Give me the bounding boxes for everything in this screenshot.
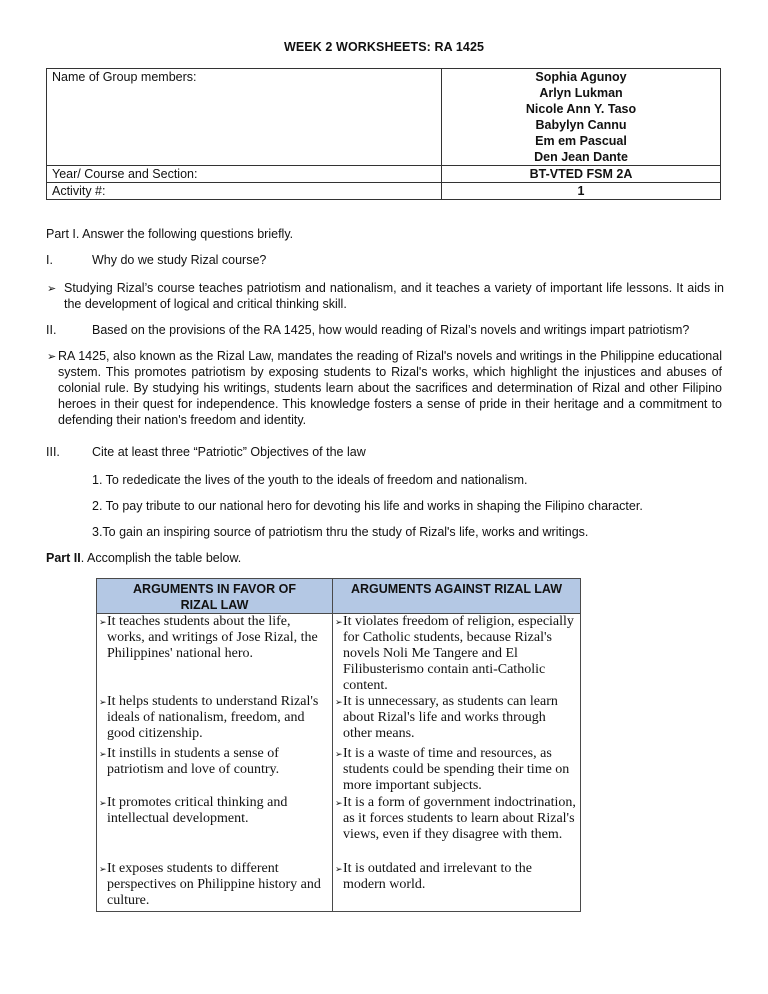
bullet-arrow-icon: ➢ bbox=[47, 283, 57, 295]
objective-item: 3.To gain an inspiring source of patriotism thru the study of Rizal's life, works and writings. bbox=[92, 525, 589, 539]
activity-value: 1 bbox=[442, 183, 721, 200]
q2-number: II. bbox=[46, 323, 57, 337]
bullet-arrow-icon: ➢ bbox=[99, 618, 107, 628]
favor-column-header: ARGUMENTS IN FAVOR OF RIZAL LAW bbox=[97, 579, 333, 614]
part1-heading: Part I. Answer the following questions briefly. bbox=[46, 227, 294, 241]
activity-label: Activity #: bbox=[47, 183, 442, 200]
q3-number: III. bbox=[46, 445, 60, 459]
bullet-arrow-icon: ➢ bbox=[99, 698, 107, 708]
bullet-arrow-icon: ➢ bbox=[335, 618, 343, 628]
against-text: It is a form of government indoctrination, as it forces students to learn about Rizal's views, even if they disagree with them. bbox=[343, 795, 576, 842]
against-cell bbox=[333, 795, 581, 861]
year-value: BT-VTED FSM 2A bbox=[442, 166, 721, 183]
bullet-arrow-icon: ➢ bbox=[335, 750, 343, 760]
favor-cell bbox=[97, 746, 333, 795]
against-cell bbox=[333, 861, 581, 911]
member-name: Nicole Ann Y. Taso bbox=[525, 102, 637, 116]
member-name: Em em Pascual bbox=[535, 134, 627, 148]
arguments-table bbox=[96, 578, 581, 912]
answer-2-text: RA 1425, also known as the Rizal Law, mandates the reading of Rizal's novels and writings in the Philippine educational system. This promotes patriotism by exposing students to Rizal's works, which highlight the injustices and abuses of colonial rule. By studying his writings, students learn about the sacrifices and determination of Rizal and other Filipino heroes in their quest for independence. This knowledge fosters a sense of pride in their heritage and a commitment to defending their nation's freedom and identity. bbox=[58, 349, 722, 427]
part2-heading-rest: . Accomplish the table below. bbox=[80, 551, 242, 565]
q1-number: I. bbox=[46, 253, 53, 267]
objective-item: 1. To rededicate the lives of the youth to the ideals of freedom and nationalism. bbox=[92, 473, 528, 487]
favor-text: It helps students to understand Rizal's ideals of nationalism, freedom, and good citizenship. bbox=[107, 694, 319, 741]
against-text: It is unnecessary, as students can learn about Rizal's life and works through other means. bbox=[343, 694, 558, 741]
q1-text: Why do we study Rizal course? bbox=[92, 253, 267, 267]
bullet-arrow-icon: ➢ bbox=[99, 865, 107, 875]
answer-2 bbox=[58, 348, 722, 428]
members-list bbox=[442, 69, 721, 166]
q3-text: Cite at least three “Patriotic” Objectives of the law bbox=[92, 445, 366, 459]
member-name: Babylyn Cannu bbox=[535, 118, 627, 132]
favor-cell bbox=[97, 694, 333, 746]
favor-cell bbox=[97, 614, 333, 695]
against-cell bbox=[333, 746, 581, 795]
part2-heading-bold: Part II bbox=[46, 551, 81, 565]
against-text: It is outdated and irrelevant to the modern world. bbox=[343, 861, 532, 892]
page-title: WEEK 2 WORKSHEETS: RA 1425 bbox=[283, 40, 485, 54]
member-name: Sophia Agunoy bbox=[535, 70, 627, 84]
member-name: Arlyn Lukman bbox=[539, 86, 623, 100]
member-name: Den Jean Dante bbox=[534, 150, 628, 164]
against-cell bbox=[333, 694, 581, 746]
favor-text: It instills in students a sense of patriotism and love of country. bbox=[107, 746, 280, 777]
against-text: It is a waste of time and resources, as students could be spending their time on more important subjects. bbox=[343, 746, 570, 793]
part2-heading bbox=[46, 550, 241, 566]
against-column-header: ARGUMENTS AGAINST RIZAL LAW bbox=[333, 579, 581, 614]
group-info-table bbox=[46, 68, 721, 200]
bullet-arrow-icon: ➢ bbox=[99, 750, 107, 760]
against-text: It violates freedom of religion, especially for Catholic students, because Rizal's novels Noli Me Tangere and El Filibusterismo contain anti-Catholic content. bbox=[343, 614, 574, 693]
answer-1 bbox=[64, 280, 724, 312]
against-cell bbox=[333, 614, 581, 695]
favor-text: It promotes critical thinking and intellectual development. bbox=[107, 795, 288, 826]
bullet-arrow-icon: ➢ bbox=[335, 799, 343, 809]
year-label: Year/ Course and Section: bbox=[47, 166, 442, 183]
bullet-arrow-icon: ➢ bbox=[335, 698, 343, 708]
favor-cell bbox=[97, 795, 333, 861]
favor-text: It teaches students about the life, works, and writings of Jose Rizal, the Philippines' national hero. bbox=[107, 614, 318, 661]
favor-text: It exposes students to different perspectives on Philippine history and culture. bbox=[107, 861, 321, 908]
bullet-arrow-icon: ➢ bbox=[99, 799, 107, 809]
answer-1-text: Studying Rizal’s course teaches patriotism and nationalism, and it teaches a variety of important life lessons. It aids in the development of logical and critical thinking skill. bbox=[64, 281, 724, 311]
q2-text: Based on the provisions of the RA 1425, how would reading of Rizal’s novels and writings impart patriotism? bbox=[92, 323, 690, 337]
favor-cell bbox=[97, 861, 333, 911]
members-label: Name of Group members: bbox=[47, 69, 442, 166]
objective-item: 2. To pay tribute to our national hero for devoting his life and works in shaping the Filipino character. bbox=[92, 499, 643, 513]
bullet-arrow-icon: ➢ bbox=[47, 351, 57, 363]
bullet-arrow-icon: ➢ bbox=[335, 865, 343, 875]
